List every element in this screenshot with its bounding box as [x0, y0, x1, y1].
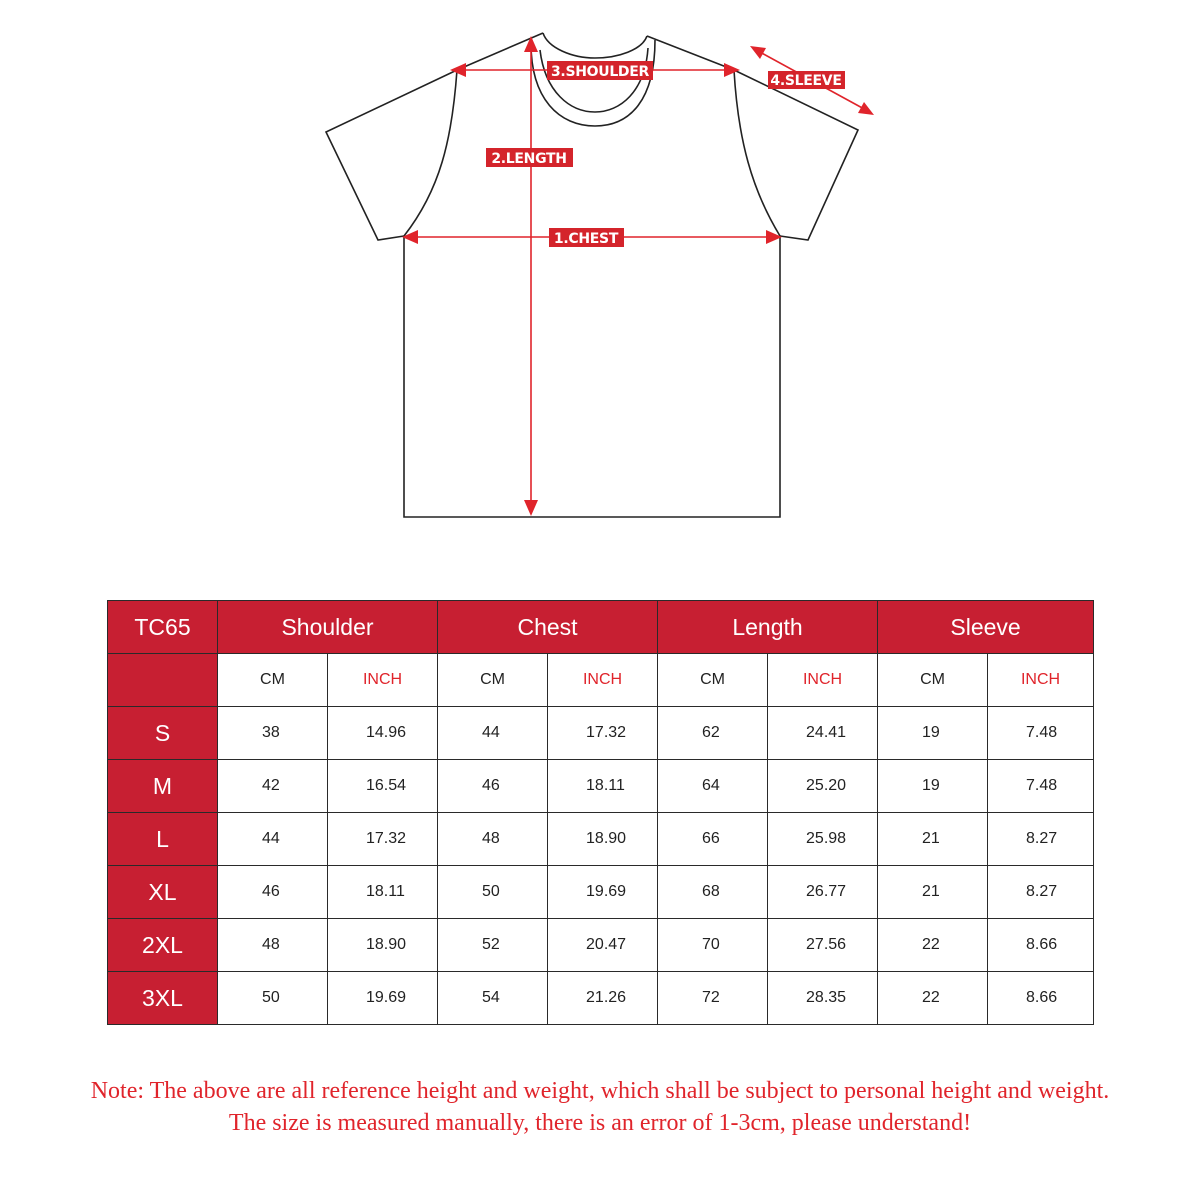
table-row [108, 919, 1094, 972]
size-label: 3XL [108, 972, 218, 1025]
column-group-sleeve: Sleeve [878, 601, 1094, 654]
value-cell: 27.56 [768, 919, 878, 972]
unit-label: CM [658, 654, 768, 707]
value-cell: 24.41 [768, 707, 878, 760]
value-cell: 28.35 [768, 972, 878, 1025]
table-header-row [108, 601, 1094, 654]
value-cell: 62 [658, 707, 768, 760]
value-cell: 21 [878, 866, 988, 919]
value-cell: 22 [878, 972, 988, 1025]
unit-label: INCH [328, 654, 438, 707]
value-cell: 21.26 [548, 972, 658, 1025]
value-cell: 19.69 [328, 972, 438, 1025]
value-cell: 21 [878, 813, 988, 866]
sleeve-measure-arrow [750, 46, 874, 115]
value-cell: 26.77 [768, 866, 878, 919]
table-row [108, 866, 1094, 919]
value-cell: 20.47 [548, 919, 658, 972]
value-cell: 46 [218, 866, 328, 919]
label-chest: 1.CHEST [553, 231, 619, 247]
tshirt-measurement-diagram [0, 0, 1200, 560]
value-cell: 38 [218, 707, 328, 760]
label-length: 2.LENGTH [491, 151, 567, 167]
value-cell: 48 [218, 919, 328, 972]
value-cell: 64 [658, 760, 768, 813]
value-cell: 8.66 [988, 919, 1094, 972]
value-cell: 8.66 [988, 972, 1094, 1025]
value-cell: 25.98 [768, 813, 878, 866]
unit-label: CM [438, 654, 548, 707]
unit-label: INCH [768, 654, 878, 707]
column-group-length: Length [658, 601, 878, 654]
value-cell: 18.11 [548, 760, 658, 813]
column-group-shoulder: Shoulder [218, 601, 438, 654]
size-label: S [108, 707, 218, 760]
label-shoulder: 3.SHOULDER [550, 64, 650, 80]
value-cell: 50 [438, 866, 548, 919]
table-row [108, 760, 1094, 813]
unit-label: CM [878, 654, 988, 707]
tshirt-outline [326, 33, 858, 517]
value-cell: 19 [878, 760, 988, 813]
value-cell: 48 [438, 813, 548, 866]
size-label: M [108, 760, 218, 813]
table-unit-row [108, 654, 1094, 707]
value-cell: 22 [878, 919, 988, 972]
value-cell: 42 [218, 760, 328, 813]
size-chart-table [107, 600, 1094, 1025]
value-cell: 70 [658, 919, 768, 972]
chest-measure-arrow [402, 228, 782, 247]
size-label: 2XL [108, 919, 218, 972]
table-row [108, 707, 1094, 760]
value-cell: 8.27 [988, 866, 1094, 919]
value-cell: 8.27 [988, 813, 1094, 866]
column-group-chest: Chest [438, 601, 658, 654]
size-label: L [108, 813, 218, 866]
value-cell: 18.90 [328, 919, 438, 972]
value-cell: 44 [218, 813, 328, 866]
value-cell: 54 [438, 972, 548, 1025]
unit-label: INCH [988, 654, 1094, 707]
note-line-2: The size is measured manually, there is an error of 1-3cm, please understand! [228, 1110, 972, 1136]
table-corner-model: TC65 [108, 601, 218, 654]
label-sleeve: 4.SLEEVE [770, 73, 842, 89]
value-cell: 17.32 [328, 813, 438, 866]
table-row [108, 813, 1094, 866]
value-cell: 17.32 [548, 707, 658, 760]
length-measure-arrow [486, 36, 573, 516]
value-cell: 68 [658, 866, 768, 919]
value-cell: 72 [658, 972, 768, 1025]
unit-label: INCH [548, 654, 658, 707]
value-cell: 44 [438, 707, 548, 760]
value-cell: 52 [438, 919, 548, 972]
value-cell: 7.48 [988, 760, 1094, 813]
value-cell: 18.11 [328, 866, 438, 919]
value-cell: 66 [658, 813, 768, 866]
value-cell: 14.96 [328, 707, 438, 760]
value-cell: 25.20 [768, 760, 878, 813]
value-cell: 7.48 [988, 707, 1094, 760]
shoulder-measure-arrow [450, 61, 740, 80]
unit-label: CM [218, 654, 328, 707]
value-cell: 19 [878, 707, 988, 760]
value-cell: 18.90 [548, 813, 658, 866]
value-cell: 50 [218, 972, 328, 1025]
value-cell: 46 [438, 760, 548, 813]
table-row [108, 972, 1094, 1025]
value-cell: 19.69 [548, 866, 658, 919]
size-label: XL [108, 866, 218, 919]
unit-row-blank [108, 654, 218, 707]
note-line-1: Note: The above are all reference height and weight, which shall be subject to personal height and weight. [90, 1078, 1110, 1104]
value-cell: 16.54 [328, 760, 438, 813]
